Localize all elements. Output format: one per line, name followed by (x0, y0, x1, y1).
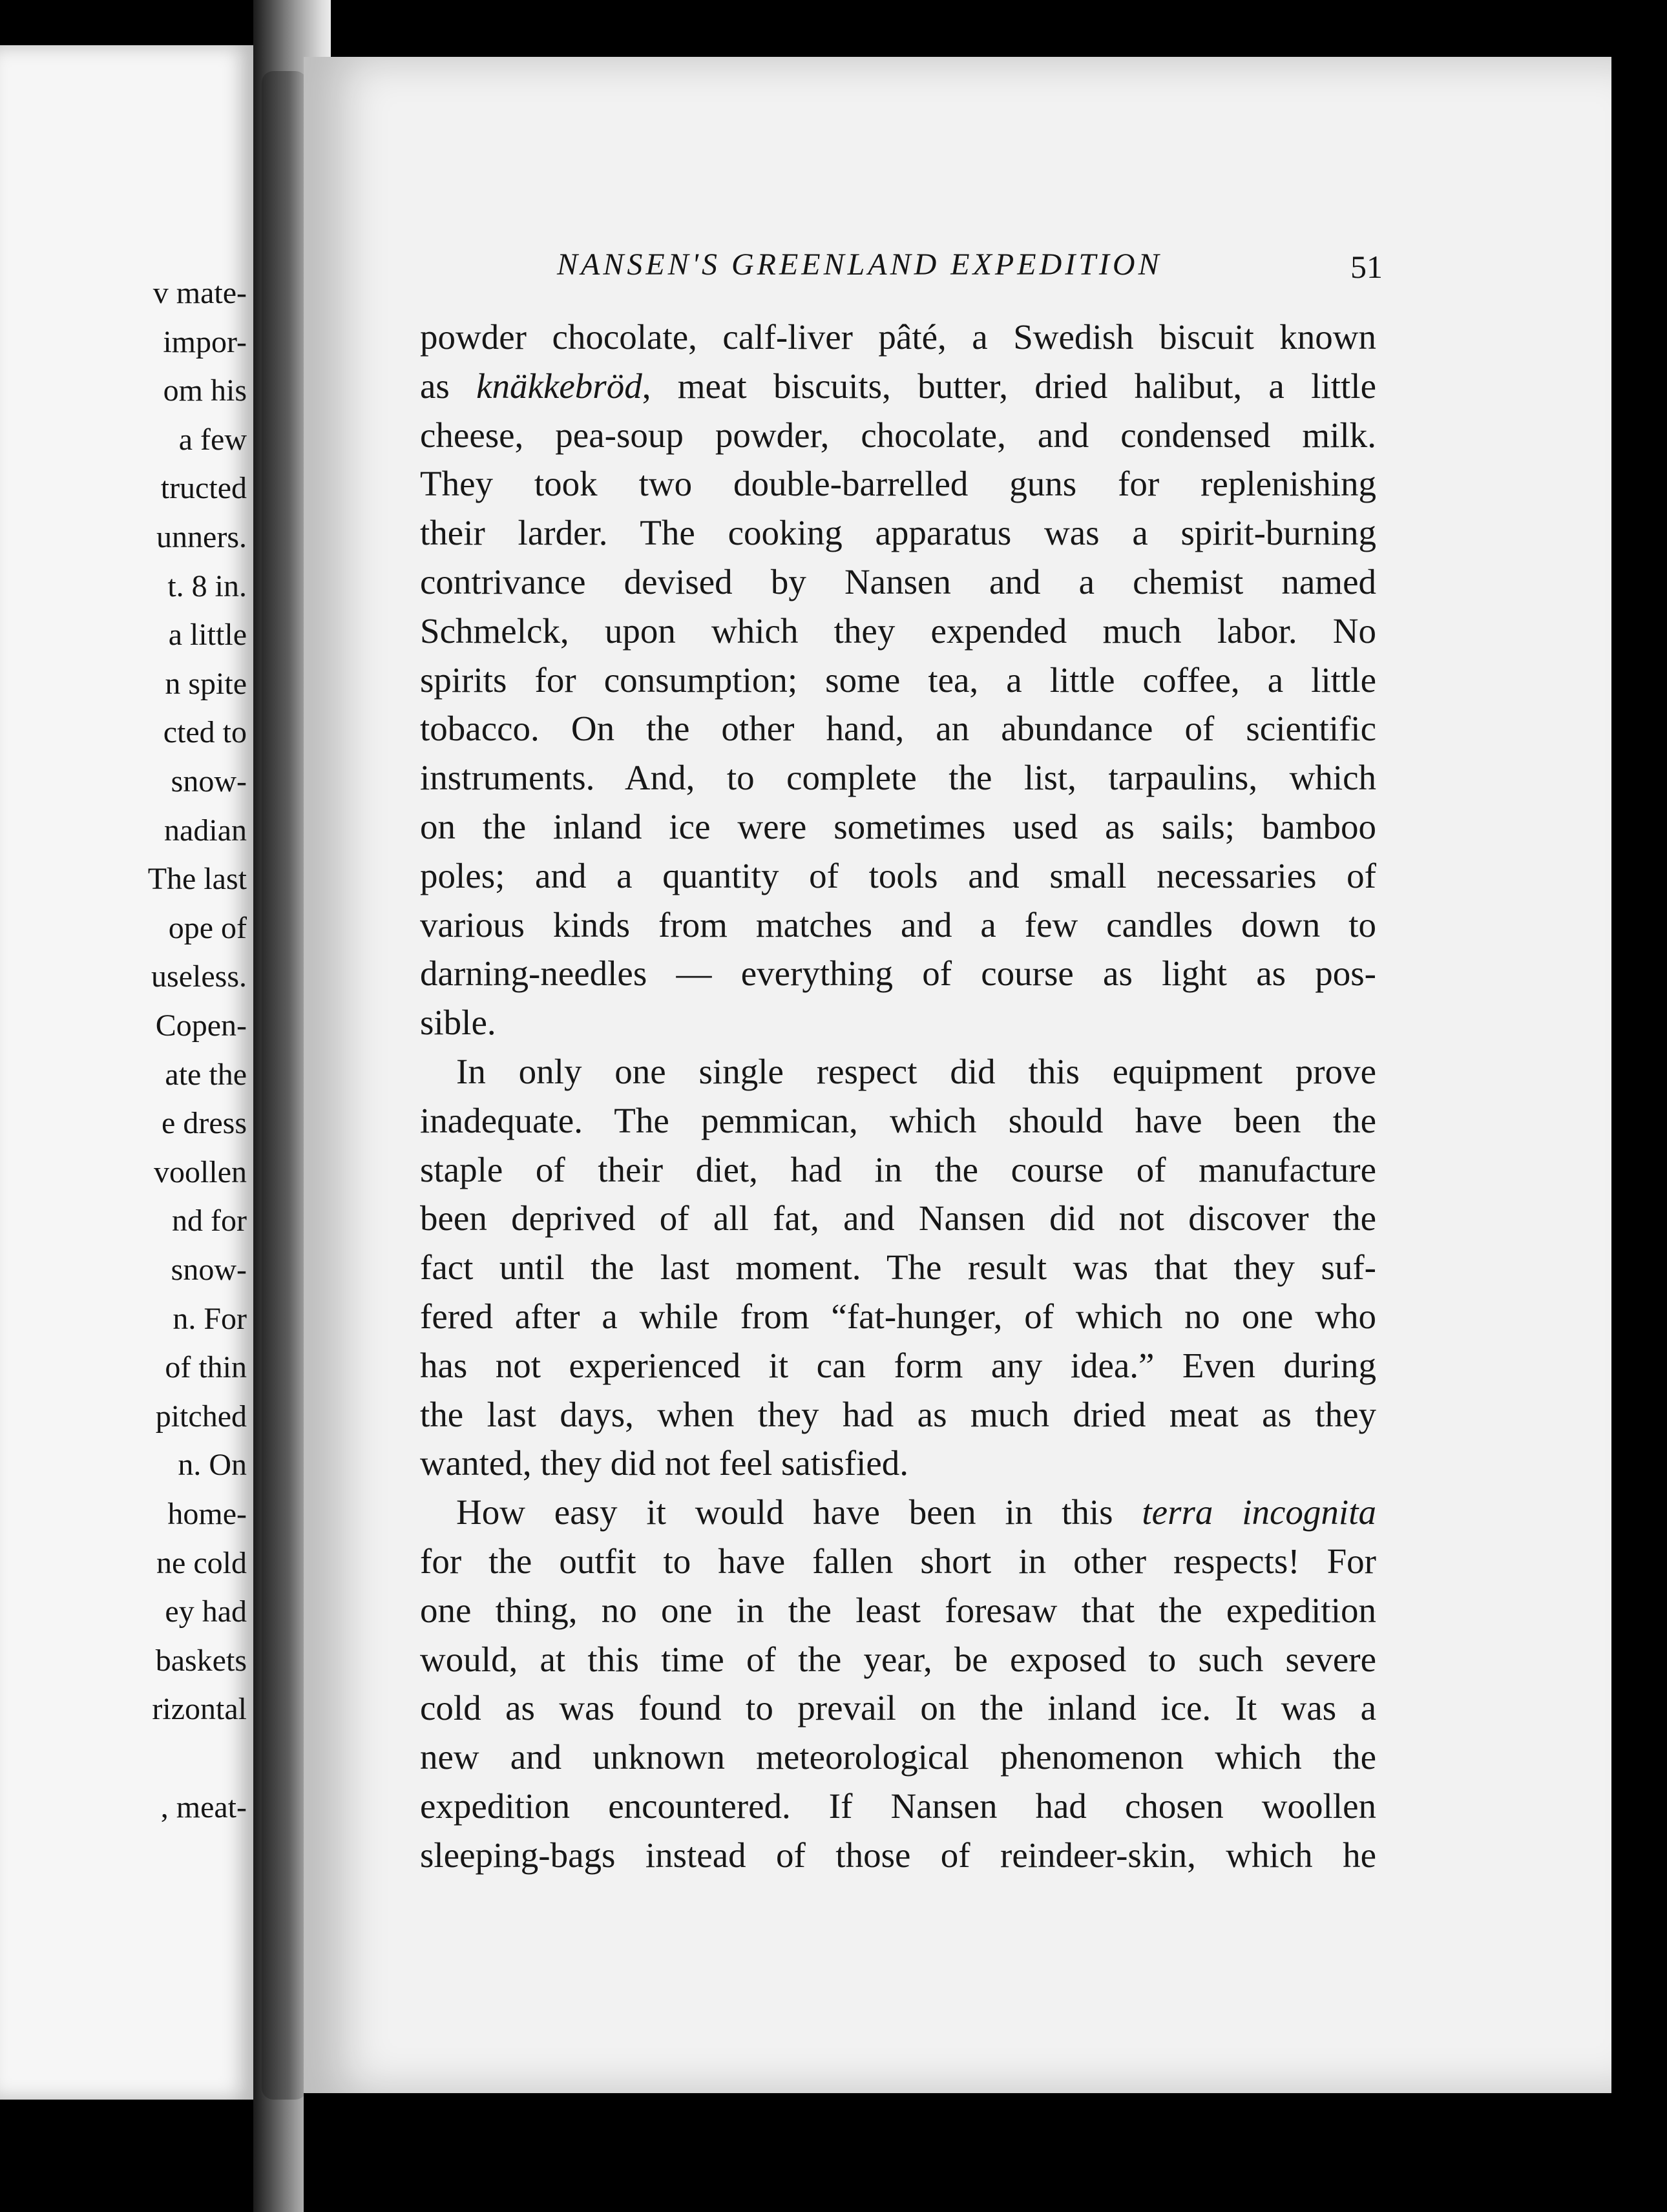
left-page-line: a few (178, 422, 247, 457)
left-page-line: a little (168, 618, 247, 652)
body-line (420, 609, 1376, 654)
left-page-line: ne cold (156, 1545, 247, 1580)
body-text-run: darning-needles — everything of course as light as pos- (420, 954, 1376, 994)
left-page-line: pitched (155, 1399, 247, 1434)
gutter-shadow (262, 71, 307, 2100)
body-line (420, 1588, 1376, 1633)
body-line (420, 1098, 1376, 1143)
body-line (420, 1147, 1376, 1193)
body-line (420, 1000, 1376, 1045)
body-line (420, 559, 1376, 605)
body-line (420, 1441, 1376, 1486)
left-page-line: ate the (165, 1057, 247, 1092)
left-page-line: useless. (151, 959, 247, 994)
body-line (420, 1490, 1376, 1535)
body-line (420, 1637, 1376, 1682)
body-text-run: one thing, no one in the least foresaw that the expedition (420, 1590, 1376, 1630)
body-line (420, 951, 1376, 996)
body-line (420, 461, 1376, 506)
body-text-run: for the outfit to have fallen short in other respects! For (420, 1541, 1376, 1581)
body-text-run: been deprived of all fat, and Nansen did not discover the (420, 1198, 1376, 1238)
body-text-run: contrivance devised by Nansen and a chemist named (420, 562, 1376, 601)
body-text-run: How easy it would have been in this (456, 1492, 1142, 1532)
page-number: 51 (1350, 249, 1383, 285)
page-edge-bottom (304, 2093, 1667, 2212)
left-page-line: n. On (178, 1448, 247, 1483)
left-page-line: t. 8 in. (167, 569, 247, 603)
body-text-run: cold as was found to prevail on the inland ice. It was a (420, 1688, 1376, 1728)
body-text-run: Schmelck, upon which they expended much labor. No (420, 610, 1376, 651)
left-page-line: e dress (162, 1106, 247, 1141)
body-text-run: new and unknown meteorological phenomenon which the (420, 1737, 1376, 1777)
body-text-run: expedition encountered. If Nansen had chosen woollen (420, 1786, 1376, 1826)
body-text-run: instruments. And, to complete the list, tarpaulins, which (420, 758, 1376, 798)
left-page-line: of thin (165, 1350, 247, 1385)
body-line (420, 658, 1376, 703)
left-page-line: v mate- (152, 276, 247, 310)
left-page-line: The last (147, 862, 247, 897)
body-line (420, 1245, 1376, 1290)
body-line (420, 1294, 1376, 1339)
page-edge-right (1611, 57, 1667, 2093)
body-line (420, 510, 1376, 556)
body-line (420, 1392, 1376, 1437)
left-page-line: baskets (155, 1643, 247, 1678)
left-page-line: n spite (165, 666, 247, 701)
body-text-run: has not experienced it can form any idea.” Even during (420, 1345, 1376, 1385)
body-text-run: sible. (420, 1003, 496, 1043)
body-line (420, 706, 1376, 751)
left-page-line: snow- (171, 764, 247, 798)
left-page-line: unners. (156, 520, 247, 554)
left-page-line: n. For (173, 1301, 247, 1336)
body-line (420, 903, 1376, 948)
left-page-line: home- (167, 1497, 247, 1531)
body-line (420, 853, 1376, 899)
body-text-run: spirits for consumption; some tea, a little coffee, a little (420, 660, 1376, 700)
left-page-line: ope of (168, 910, 247, 945)
body-text-run: as (420, 366, 477, 406)
left-page-line: snow- (171, 1253, 247, 1287)
running-head: NANSEN'S GREENLAND EXPEDITION (557, 247, 1162, 282)
body-text-run: various kinds from matches and a few candles down to (420, 904, 1376, 944)
body-line (420, 1196, 1376, 1241)
body-text-run: wanted, they did not feel satisfied. (420, 1443, 909, 1483)
italic-term: terra incognita (1142, 1492, 1376, 1532)
body-line (420, 1049, 1376, 1094)
left-page-line: tructed (160, 471, 247, 506)
body-text-run: on the inland ice were sometimes used as sails; bamboo (420, 807, 1376, 846)
body-line (420, 804, 1376, 850)
body-text-run: , meat biscuits, butter, dried halibut, a little (642, 366, 1376, 406)
body-line (420, 1833, 1376, 1878)
body-line (420, 1685, 1376, 1731)
left-page-line: nd for (172, 1204, 247, 1238)
body-line (420, 315, 1376, 360)
body-line (420, 1343, 1376, 1388)
left-page-line: impor- (163, 324, 247, 359)
body-text-run: sleeping-bags instead of those of reindeer-skin, which he (420, 1835, 1376, 1875)
body-line (420, 755, 1376, 800)
left-page-line: Copen- (155, 1008, 247, 1043)
body-text-run: cheese, pea-soup powder, chocolate, and condensed milk. (420, 415, 1376, 455)
left-page-line: nadian (164, 813, 247, 848)
body-text-run: poles; and a quantity of tools and small necessaries of (420, 855, 1376, 895)
left-page-line: rizontal (152, 1692, 247, 1727)
left-page-line: voollen (154, 1154, 247, 1189)
left-page-line: om his (163, 373, 247, 408)
body-text-run: the last days, when they had as much dried meat as they (420, 1394, 1376, 1434)
body-text-run: tobacco. On the other hand, an abundance of scientific (420, 709, 1376, 749)
body-line (420, 1784, 1376, 1829)
body-text-run: In only one single respect did this equipment prove (456, 1052, 1376, 1091)
body-text-run: powder chocolate, calf-liver pâté, a Swedish biscuit known (420, 317, 1376, 357)
left-page-line: cted to (163, 715, 247, 750)
body-text-run: fact until the last moment. The result was that they suf- (420, 1247, 1376, 1288)
body-text-run: staple of their diet, had in the course of manufacture (420, 1149, 1376, 1189)
body-text-run: would, at this time of the year, be exposed to such severe (420, 1639, 1376, 1679)
body-text-run: fered after a while from “fat-hunger, of which no one who (420, 1297, 1376, 1336)
body-text-run: They took two double-barrelled guns for replenishing (420, 464, 1376, 504)
body-text-run: their larder. The cooking apparatus was a spirit-burning (420, 513, 1376, 553)
body-line (420, 413, 1376, 458)
left-page-line: ey had (165, 1594, 247, 1629)
body-line (420, 1735, 1376, 1780)
body-line (420, 364, 1376, 409)
left-page-line: , meat- (160, 1789, 247, 1824)
italic-term: knäkkebröd (476, 366, 642, 406)
left-page-fragment (0, 45, 253, 2100)
body-text-run: inadequate. The pemmican, which should have been the (420, 1100, 1376, 1140)
body-line (420, 1539, 1376, 1584)
